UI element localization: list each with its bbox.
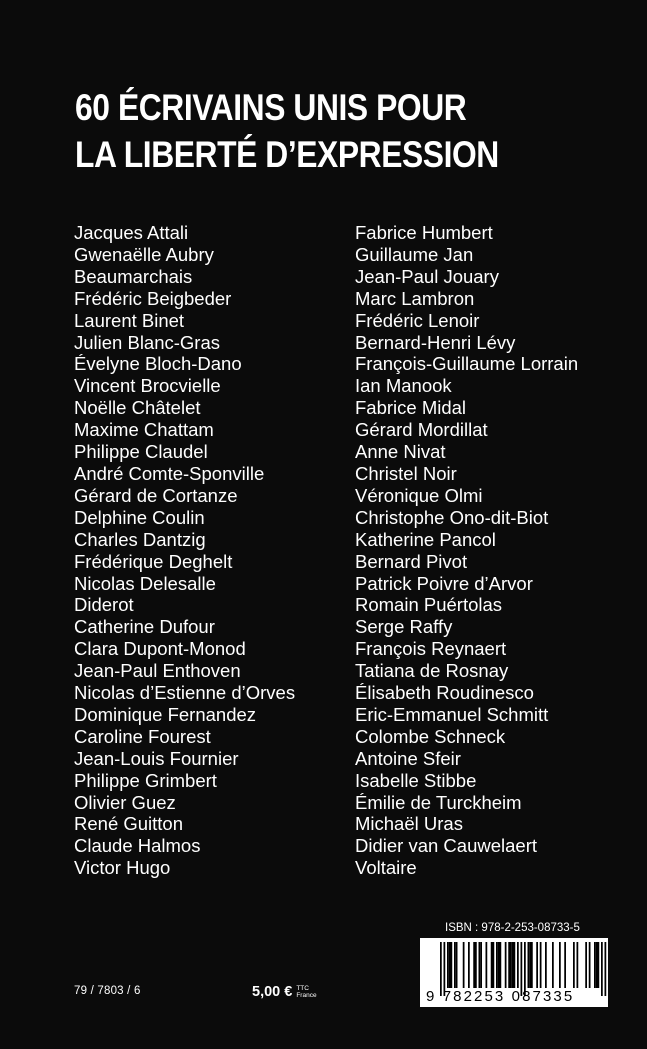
author-name: Nicolas Delesalle — [74, 572, 216, 594]
author-name: Gérard Mordillat — [355, 419, 488, 441]
author-name: Ian Manook — [355, 375, 452, 397]
authors-column-right — [355, 222, 578, 879]
author-name: Laurent Binet — [74, 309, 185, 331]
author-name: Tatiana de Rosnay — [355, 660, 509, 682]
barcode-bar — [517, 942, 519, 988]
barcode-bar — [573, 942, 575, 988]
barcode-bar — [510, 942, 512, 988]
barcode-bar — [605, 942, 607, 996]
author-name: André Comte-Sponville — [74, 462, 265, 484]
author-name: Frédéric Beigbeder — [74, 287, 232, 309]
author-name: Claude Halmos — [74, 835, 201, 857]
price-value: 5,00 € — [252, 984, 293, 1000]
authors-column-left — [74, 222, 295, 879]
author-name: Fabrice Midal — [355, 397, 467, 419]
barcode-bar — [463, 942, 465, 988]
author-name: Guillaume Jan — [355, 243, 474, 265]
price-tax-note — [296, 985, 316, 999]
barcode-bar — [559, 942, 561, 988]
barcode-bar — [512, 942, 514, 988]
author-name: Fabrice Humbert — [355, 222, 493, 243]
barcode-bar — [486, 942, 488, 988]
author-name: Marc Lambron — [355, 287, 475, 309]
barcode-bar — [585, 942, 587, 988]
author-name: Frédéric Lenoir — [355, 309, 480, 331]
title-line-1: 60 ÉCRIVAINS UNIS POUR — [75, 87, 467, 128]
barcode-bar — [577, 942, 579, 988]
author-name: Romain Puértolas — [355, 594, 503, 616]
author-name: Frédérique Deghelt — [74, 550, 233, 572]
author-name: Charles Dantzig — [74, 528, 206, 550]
author-name: Delphine Coulin — [74, 506, 205, 528]
author-name: Colombe Schneck — [355, 725, 506, 747]
author-name: Jean-Paul Enthoven — [74, 660, 241, 682]
author-name: Antoine Sfeir — [355, 747, 461, 769]
barcode-bar — [498, 942, 500, 988]
author-name: Nicolas d’Estienne d’Orves — [74, 682, 296, 704]
author-name: Clara Dupont-Monod — [74, 638, 246, 660]
barcode-bar — [451, 942, 453, 988]
author-name: Christophe Ono-dit-Biot — [355, 506, 549, 528]
barcode-bar — [473, 942, 475, 988]
author-name: Caroline Fourest — [74, 725, 211, 747]
barcode-bar — [508, 942, 510, 988]
author-name: Julien Blanc-Gras — [74, 331, 221, 353]
barcode-bar — [447, 942, 449, 988]
author-name: Victor Hugo — [74, 857, 171, 879]
author-name: Patrick Poivre d’Arvor — [355, 572, 533, 594]
barcode-bar — [454, 942, 456, 988]
barcode-bar — [491, 942, 493, 988]
barcode-bar — [594, 942, 596, 988]
author-name: Gwenaëlle Aubry — [74, 243, 214, 265]
author-name: Catherine Dufour — [74, 616, 215, 638]
barcode-bar — [552, 942, 554, 988]
barcode-bar — [536, 942, 538, 988]
author-name: Bernard-Henri Lévy — [355, 331, 516, 353]
barcode-bar — [496, 942, 498, 988]
author-name: Philippe Grimbert — [74, 769, 217, 791]
author-name: Isabelle Stibbe — [355, 769, 477, 791]
barcode-bar — [468, 942, 470, 988]
barcode-bar — [529, 942, 531, 988]
author-name: Maxime Chattam — [74, 419, 214, 441]
barcode-bar — [479, 942, 481, 988]
barcode-bar — [564, 942, 566, 988]
author-name: Jean-Paul Jouary — [355, 265, 499, 287]
author-name: Christel Noir — [355, 462, 457, 484]
price-note-ttc: TTC — [296, 985, 309, 992]
author-name: Gérard de Cortanze — [74, 484, 238, 506]
barcode-bar — [505, 942, 507, 988]
price-note-country: France — [296, 992, 317, 999]
author-name: Évelyne Bloch-Dano — [74, 353, 242, 375]
title-line-2: LA LIBERTÉ D’EXPRESSION — [75, 134, 499, 175]
author-name: Noëlle Châtelet — [74, 397, 201, 419]
author-name: Diderot — [74, 594, 134, 616]
author-name: Jean-Louis Fournier — [74, 747, 239, 769]
barcode-bar — [596, 942, 598, 988]
barcode — [420, 938, 608, 1007]
barcode-digits: 9 782253 087335 — [426, 988, 575, 1005]
author-name: Philippe Claudel — [74, 441, 208, 463]
author-name: Bernard Pivot — [355, 550, 468, 572]
catalog-reference: 79 / 7803 / 6 — [74, 985, 141, 997]
barcode-bar — [449, 942, 451, 988]
author-name: Vincent Brocvielle — [74, 375, 221, 397]
barcode-bar — [514, 942, 516, 988]
barcode-bar — [493, 942, 495, 988]
author-name: Michaël Uras — [355, 813, 463, 835]
cover-title — [75, 84, 499, 178]
isbn-label: ISBN : 978-2-253-08733-5 — [445, 922, 580, 934]
author-name: Eric-Emmanuel Schmitt — [355, 703, 549, 725]
barcode-bar — [545, 942, 547, 988]
author-name: Voltaire — [355, 857, 417, 879]
barcode-bar — [598, 942, 600, 988]
barcode-bar — [528, 942, 530, 988]
barcode-bar — [589, 942, 591, 988]
barcode-bar — [500, 942, 502, 988]
author-name: Anne Nivat — [355, 441, 446, 463]
author-name: Jacques Attali — [74, 222, 189, 243]
author-name: Dominique Fernandez — [74, 703, 257, 725]
price-block — [252, 984, 317, 1000]
author-name: Olivier Guez — [74, 791, 176, 813]
author-name: François-Guillaume Lorrain — [355, 353, 579, 375]
author-name: Katherine Pancol — [355, 528, 496, 550]
author-name: Beaumarchais — [74, 265, 193, 287]
barcode-bar — [531, 942, 533, 988]
barcode-bar — [456, 942, 458, 988]
author-name: Véronique Olmi — [355, 484, 483, 506]
author-name: Serge Raffy — [355, 616, 453, 638]
author-name: Émilie de Turckheim — [355, 791, 522, 813]
barcode-bar — [480, 942, 482, 988]
barcode-bar — [540, 942, 542, 988]
barcode-bar — [475, 942, 477, 988]
author-name: Élisabeth Roudinesco — [355, 682, 534, 704]
author-name: Didier van Cauwelaert — [355, 835, 538, 857]
author-name: François Reynaert — [355, 638, 507, 660]
author-name: René Guitton — [74, 813, 184, 835]
barcode-bar — [601, 942, 603, 996]
